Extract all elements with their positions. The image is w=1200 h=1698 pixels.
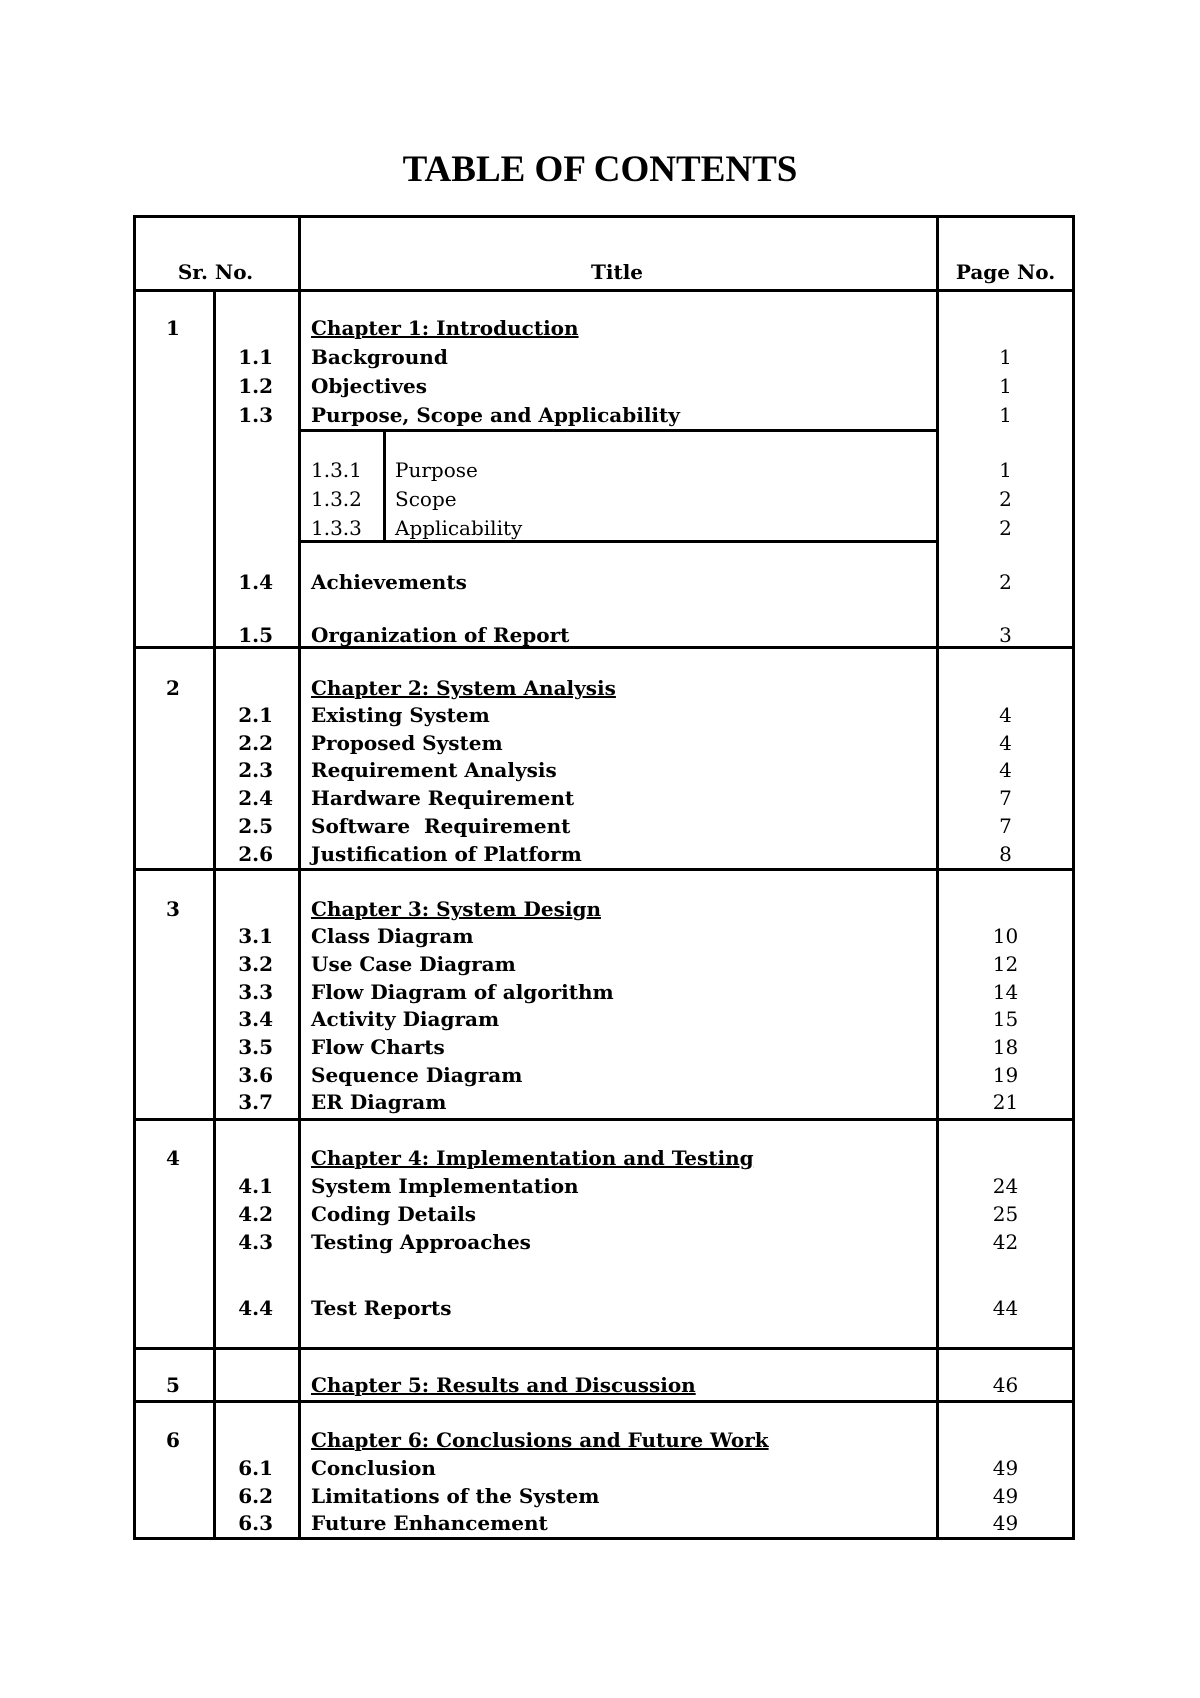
section-title: Objectives <box>311 374 427 398</box>
section-page: 1 <box>999 403 1012 427</box>
chapter-2-title: Chapter 2: System Analysis <box>311 676 616 700</box>
section-number: 2.5 <box>238 814 273 838</box>
subsection-number: 1.3.3 <box>311 516 362 540</box>
section-title: Coding Details <box>311 1202 477 1226</box>
section-title: Proposed System <box>311 731 503 755</box>
header-sr-no: Sr. No. <box>177 260 254 284</box>
chapter-5-number: 5 <box>166 1373 180 1397</box>
subsection-number: 1.3.2 <box>311 487 362 511</box>
col-divider-title <box>298 215 301 1540</box>
chapter-4-title: Chapter 4: Implementation and Testing <box>311 1146 754 1170</box>
section-title: Flow Diagram of algorithm <box>311 980 614 1004</box>
section-page: 49 <box>992 1456 1019 1480</box>
section-number: 6.2 <box>238 1484 273 1508</box>
section-number: 1.4 <box>238 570 273 594</box>
section-page: 24 <box>992 1174 1019 1198</box>
section-title: Software Requirement <box>311 814 571 838</box>
section-title: Organization of Report <box>311 623 570 647</box>
section-number: 6.3 <box>238 1511 273 1535</box>
section-number: 2.1 <box>238 703 273 727</box>
table-border-top <box>133 215 1075 218</box>
chapter-1-title: Chapter 1: Introduction <box>311 316 579 340</box>
page-title: TABLE OF CONTENTS <box>402 149 798 190</box>
toc-table <box>133 215 1075 1540</box>
section-page: 14 <box>992 980 1019 1004</box>
chapter-6-number: 6 <box>166 1428 180 1452</box>
section-page: 49 <box>992 1511 1019 1535</box>
section-number: 3.5 <box>238 1035 273 1059</box>
section-page: 10 <box>992 924 1019 948</box>
header-page-no: Page No. <box>955 260 1056 284</box>
chapter-3-number: 3 <box>166 897 180 921</box>
section-page: 18 <box>992 1035 1019 1059</box>
section-page: 2 <box>999 570 1012 594</box>
section-page: 4 <box>999 703 1012 727</box>
section-title: Background <box>311 345 448 369</box>
section-title: Activity Diagram <box>311 1007 500 1031</box>
section-number: 2.4 <box>238 786 273 810</box>
header-divider <box>133 289 1075 292</box>
subsection-page: 2 <box>999 516 1012 540</box>
section-title: Flow Charts <box>311 1035 445 1059</box>
section-title: Hardware Requirement <box>311 786 575 810</box>
section-number: 1.5 <box>238 623 273 647</box>
section-title: Existing System <box>311 703 490 727</box>
section-number: 4.3 <box>238 1230 273 1254</box>
section-number: 1.3 <box>238 403 273 427</box>
subsection-title: Purpose <box>395 458 478 482</box>
chapter-divider-4 <box>133 1347 1075 1350</box>
section-title: Sequence Diagram <box>311 1063 523 1087</box>
section-title: Achievements <box>311 570 467 594</box>
section-number: 3.2 <box>238 952 273 976</box>
section-page: 1 <box>999 345 1012 369</box>
subsection-page: 1 <box>999 458 1012 482</box>
chapter-divider-1 <box>133 646 1075 649</box>
section-number: 4.4 <box>238 1296 273 1320</box>
section-number: 3.7 <box>238 1090 273 1114</box>
section-number: 2.2 <box>238 731 273 755</box>
section-title: Limitations of the System <box>311 1484 600 1508</box>
section-page: 1 <box>999 374 1012 398</box>
subsection-title: Scope <box>395 487 457 511</box>
section-page: 7 <box>999 814 1012 838</box>
section-number: 2.6 <box>238 842 273 866</box>
section-page: 8 <box>999 842 1012 866</box>
chapter-2-number: 2 <box>166 676 180 700</box>
chapter-5-title: Chapter 5: Results and Discussion <box>311 1373 696 1397</box>
col-divider-sr <box>213 289 216 1540</box>
subsection-number: 1.3.1 <box>311 458 362 482</box>
section-number: 3.3 <box>238 980 273 1004</box>
section-title: Testing Approaches <box>311 1230 531 1254</box>
section-page: 7 <box>999 786 1012 810</box>
section-page: 44 <box>992 1296 1019 1320</box>
subsection-page: 2 <box>999 487 1012 511</box>
subtable-top <box>298 429 939 432</box>
chapter-5-page: 46 <box>992 1373 1019 1397</box>
section-title: Justification of Platform <box>311 842 582 866</box>
section-number: 3.4 <box>238 1007 273 1031</box>
table-border-left <box>133 215 136 1540</box>
section-title: Test Reports <box>311 1296 452 1320</box>
chapter-divider-2 <box>133 868 1075 871</box>
section-page: 19 <box>992 1063 1019 1087</box>
subsection-title: Applicability <box>395 516 523 540</box>
section-number: 1.1 <box>238 345 273 369</box>
chapter-divider-5 <box>133 1400 1075 1403</box>
section-title: ER Diagram <box>311 1090 447 1114</box>
section-title: Purpose, Scope and Applicability <box>311 403 680 427</box>
subtable-bottom <box>298 540 939 543</box>
chapter-6-title: Chapter 6: Conclusions and Future Work <box>311 1428 769 1452</box>
section-page: 4 <box>999 758 1012 782</box>
section-page: 21 <box>992 1090 1019 1114</box>
chapter-4-number: 4 <box>166 1146 180 1170</box>
section-page: 12 <box>992 952 1019 976</box>
section-page: 3 <box>999 623 1012 647</box>
section-title: Requirement Analysis <box>311 758 557 782</box>
section-title: Future Enhancement <box>311 1511 548 1535</box>
section-page: 42 <box>992 1230 1019 1254</box>
chapter-divider-3 <box>133 1118 1075 1121</box>
section-title: Class Diagram <box>311 924 474 948</box>
section-number: 4.2 <box>238 1202 273 1226</box>
section-page: 25 <box>992 1202 1019 1226</box>
subtable-divider <box>383 429 386 543</box>
section-page: 49 <box>992 1484 1019 1508</box>
section-title: System Implementation <box>311 1174 579 1198</box>
section-number: 1.2 <box>238 374 273 398</box>
section-number: 6.1 <box>238 1456 273 1480</box>
header-title: Title <box>590 260 644 284</box>
section-title: Conclusion <box>311 1456 436 1480</box>
section-page: 15 <box>992 1007 1019 1031</box>
chapter-3-title: Chapter 3: System Design <box>311 897 601 921</box>
chapter-1-number: 1 <box>166 316 180 340</box>
section-number: 3.1 <box>238 924 273 948</box>
section-number: 4.1 <box>238 1174 273 1198</box>
section-number: 3.6 <box>238 1063 273 1087</box>
section-title: Use Case Diagram <box>311 952 516 976</box>
section-page: 4 <box>999 731 1012 755</box>
table-border-bottom <box>133 1537 1075 1540</box>
section-number: 2.3 <box>238 758 273 782</box>
